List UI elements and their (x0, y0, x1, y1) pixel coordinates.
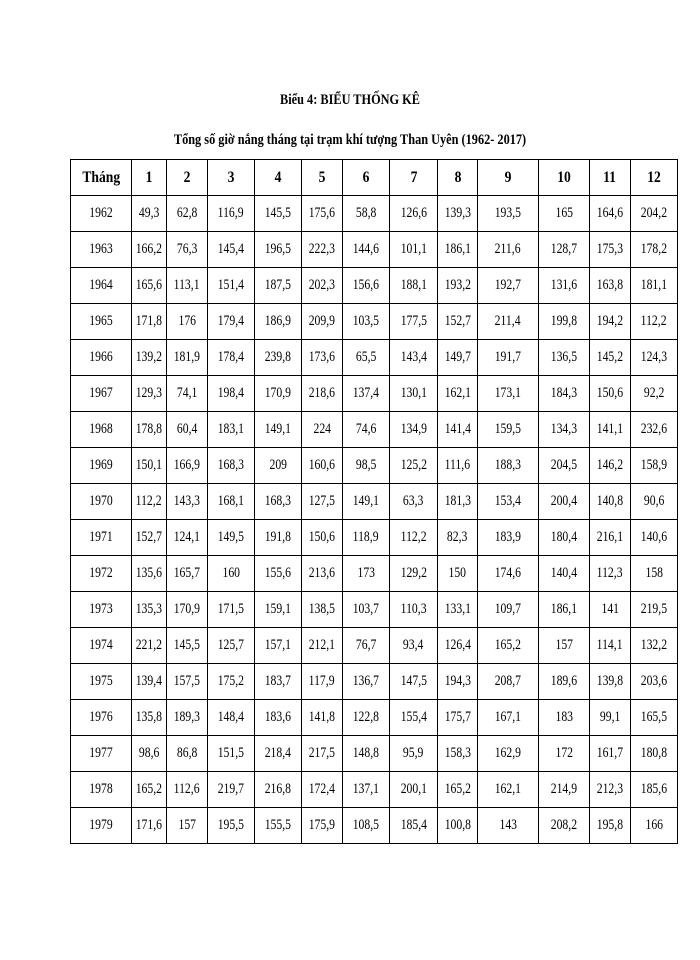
value-cell: 239,8 (255, 340, 302, 376)
year-cell: 1979 (71, 808, 132, 844)
value-cell: 133,1 (438, 592, 478, 628)
value-cell: 63,3 (390, 484, 438, 520)
value-cell: 101,1 (390, 232, 438, 268)
value-cell: 155,4 (390, 700, 438, 736)
value-cell: 181,3 (438, 484, 478, 520)
value-cell: 158,9 (631, 448, 678, 484)
value-cell: 193,2 (438, 268, 478, 304)
value-cell: 166,9 (167, 448, 208, 484)
value-cell: 221,2 (132, 628, 167, 664)
year-cell: 1969 (71, 448, 132, 484)
value-cell: 112,2 (390, 520, 438, 556)
value-cell: 178,8 (132, 412, 167, 448)
header-month-5: 5 (302, 160, 343, 196)
value-cell: 150,1 (132, 448, 167, 484)
value-cell: 93,4 (390, 628, 438, 664)
value-cell: 183,9 (478, 520, 539, 556)
value-cell: 212,3 (590, 772, 631, 808)
value-cell: 162,9 (478, 736, 539, 772)
table-row (71, 700, 678, 736)
value-cell: 116,9 (208, 196, 255, 232)
table-row (71, 448, 678, 484)
year-cell: 1973 (71, 592, 132, 628)
value-cell: 110,3 (390, 592, 438, 628)
value-cell: 126,6 (390, 196, 438, 232)
value-cell: 137,4 (343, 376, 390, 412)
value-cell: 194,2 (590, 304, 631, 340)
value-cell: 172,4 (302, 772, 343, 808)
value-cell: 165,5 (631, 700, 678, 736)
value-cell: 139,3 (438, 196, 478, 232)
value-cell: 232,6 (631, 412, 678, 448)
table-row (71, 484, 678, 520)
value-cell: 173,1 (478, 376, 539, 412)
value-cell: 166 (631, 808, 678, 844)
value-cell: 149,7 (438, 340, 478, 376)
table-row (71, 592, 678, 628)
value-cell: 128,7 (539, 232, 590, 268)
year-cell: 1975 (71, 664, 132, 700)
value-cell: 186,9 (255, 304, 302, 340)
value-cell: 209 (255, 448, 302, 484)
value-cell: 114,1 (590, 628, 631, 664)
value-cell: 168,1 (208, 484, 255, 520)
value-cell: 164,6 (590, 196, 631, 232)
value-cell: 200,4 (539, 484, 590, 520)
value-cell: 149,5 (208, 520, 255, 556)
year-cell: 1971 (71, 520, 132, 556)
value-cell: 141,4 (438, 412, 478, 448)
value-cell: 175,7 (438, 700, 478, 736)
value-cell: 127,5 (302, 484, 343, 520)
value-cell: 124,3 (631, 340, 678, 376)
value-cell: 178,2 (631, 232, 678, 268)
value-cell: 62,8 (167, 196, 208, 232)
value-cell: 49,3 (132, 196, 167, 232)
value-cell: 98,6 (132, 736, 167, 772)
value-cell: 188,1 (390, 268, 438, 304)
value-cell: 172 (539, 736, 590, 772)
value-cell: 112,2 (631, 304, 678, 340)
value-cell: 118,9 (343, 520, 390, 556)
value-cell: 139,8 (590, 664, 631, 700)
value-cell: 171,5 (208, 592, 255, 628)
value-cell: 171,6 (132, 808, 167, 844)
value-cell: 165,2 (132, 772, 167, 808)
value-cell: 99,1 (590, 700, 631, 736)
value-cell: 130,1 (390, 376, 438, 412)
value-cell: 141,8 (302, 700, 343, 736)
value-cell: 216,8 (255, 772, 302, 808)
value-cell: 168,3 (208, 448, 255, 484)
value-cell: 162,1 (478, 772, 539, 808)
value-cell: 189,3 (167, 700, 208, 736)
table-row (71, 736, 678, 772)
value-cell: 173,6 (302, 340, 343, 376)
value-cell: 222,3 (302, 232, 343, 268)
value-cell: 125,7 (208, 628, 255, 664)
value-cell: 155,6 (255, 556, 302, 592)
value-cell: 74,6 (343, 412, 390, 448)
header-month-11: 11 (590, 160, 631, 196)
year-cell: 1962 (71, 196, 132, 232)
value-cell: 189,6 (539, 664, 590, 700)
value-cell: 211,4 (478, 304, 539, 340)
table-body (71, 196, 678, 844)
year-cell: 1965 (71, 304, 132, 340)
value-cell: 90,6 (631, 484, 678, 520)
document-title: Biểu 4: BIỂU THỐNG KÊ (280, 92, 420, 108)
value-cell: 112,3 (590, 556, 631, 592)
value-cell: 195,5 (208, 808, 255, 844)
value-cell: 192,7 (478, 268, 539, 304)
value-cell: 136,7 (343, 664, 390, 700)
value-cell: 199,8 (539, 304, 590, 340)
value-cell: 198,4 (208, 376, 255, 412)
value-cell: 150 (438, 556, 478, 592)
value-cell: 113,1 (167, 268, 208, 304)
header-month-9: 9 (478, 160, 539, 196)
value-cell: 194,3 (438, 664, 478, 700)
value-cell: 145,5 (255, 196, 302, 232)
value-cell: 140,6 (631, 520, 678, 556)
table-row (71, 340, 678, 376)
header-month-6: 6 (343, 160, 390, 196)
value-cell: 175,9 (302, 808, 343, 844)
value-cell: 165 (539, 196, 590, 232)
value-cell: 170,9 (255, 376, 302, 412)
value-cell: 202,3 (302, 268, 343, 304)
value-cell: 145,2 (590, 340, 631, 376)
table-row (71, 664, 678, 700)
table-row (71, 772, 678, 808)
year-cell: 1977 (71, 736, 132, 772)
value-cell: 149,1 (255, 412, 302, 448)
header-month-2: 2 (167, 160, 208, 196)
value-cell: 218,4 (255, 736, 302, 772)
header-month-8: 8 (438, 160, 478, 196)
value-cell: 187,5 (255, 268, 302, 304)
value-cell: 157,1 (255, 628, 302, 664)
value-cell: 122,8 (343, 700, 390, 736)
value-cell: 129,3 (132, 376, 167, 412)
value-cell: 111,6 (438, 448, 478, 484)
table-row (71, 628, 678, 664)
value-cell: 188,3 (478, 448, 539, 484)
value-cell: 135,6 (132, 556, 167, 592)
value-cell: 148,4 (208, 700, 255, 736)
value-cell: 209,9 (302, 304, 343, 340)
value-cell: 216,1 (590, 520, 631, 556)
value-cell: 125,2 (390, 448, 438, 484)
value-cell: 193,5 (478, 196, 539, 232)
value-cell: 136,5 (539, 340, 590, 376)
value-cell: 157 (167, 808, 208, 844)
value-cell: 131,6 (539, 268, 590, 304)
year-cell: 1966 (71, 340, 132, 376)
value-cell: 175,2 (208, 664, 255, 700)
value-cell: 165,2 (438, 772, 478, 808)
value-cell: 165,2 (478, 628, 539, 664)
value-cell: 150,6 (302, 520, 343, 556)
value-cell: 165,7 (167, 556, 208, 592)
value-cell: 151,4 (208, 268, 255, 304)
document-subtitle: Tổng số giờ nắng tháng tại trạm khí tượng Than Uyên (1962- 2017) (173, 132, 527, 148)
value-cell: 126,4 (438, 628, 478, 664)
year-cell: 1963 (71, 232, 132, 268)
header-month-12: 12 (631, 160, 678, 196)
value-cell: 86,8 (167, 736, 208, 772)
value-cell: 76,3 (167, 232, 208, 268)
value-cell: 180,4 (539, 520, 590, 556)
value-cell: 137,1 (343, 772, 390, 808)
value-cell: 156,6 (343, 268, 390, 304)
value-cell: 98,5 (343, 448, 390, 484)
value-cell: 144,6 (343, 232, 390, 268)
value-cell: 162,1 (438, 376, 478, 412)
table-row (71, 232, 678, 268)
value-cell: 157 (539, 628, 590, 664)
value-cell: 196,5 (255, 232, 302, 268)
value-cell: 82,3 (438, 520, 478, 556)
value-cell: 150,6 (590, 376, 631, 412)
header-month-4: 4 (255, 160, 302, 196)
value-cell: 183,7 (255, 664, 302, 700)
value-cell: 153,4 (478, 484, 539, 520)
value-cell: 178,4 (208, 340, 255, 376)
value-cell: 159,1 (255, 592, 302, 628)
table-row (71, 556, 678, 592)
value-cell: 170,9 (167, 592, 208, 628)
year-cell: 1964 (71, 268, 132, 304)
value-cell: 100,8 (438, 808, 478, 844)
value-cell: 191,8 (255, 520, 302, 556)
header-month-3: 3 (208, 160, 255, 196)
value-cell: 112,2 (132, 484, 167, 520)
year-cell: 1972 (71, 556, 132, 592)
value-cell: 211,6 (478, 232, 539, 268)
value-cell: 112,6 (167, 772, 208, 808)
value-cell: 158,3 (438, 736, 478, 772)
value-cell: 167,1 (478, 700, 539, 736)
value-cell: 134,3 (539, 412, 590, 448)
value-cell: 143,3 (167, 484, 208, 520)
value-cell: 129,2 (390, 556, 438, 592)
year-cell: 1968 (71, 412, 132, 448)
value-cell: 143,4 (390, 340, 438, 376)
value-cell: 58,8 (343, 196, 390, 232)
value-cell: 181,9 (167, 340, 208, 376)
value-cell: 160,6 (302, 448, 343, 484)
value-cell: 103,5 (343, 304, 390, 340)
value-cell: 139,2 (132, 340, 167, 376)
value-cell: 160 (208, 556, 255, 592)
value-cell: 146,2 (590, 448, 631, 484)
table-row (71, 412, 678, 448)
value-cell: 143 (478, 808, 539, 844)
value-cell: 174,6 (478, 556, 539, 592)
value-cell: 195,8 (590, 808, 631, 844)
value-cell: 203,6 (631, 664, 678, 700)
value-cell: 147,5 (390, 664, 438, 700)
value-cell: 175,3 (590, 232, 631, 268)
header-month-10: 10 (539, 160, 590, 196)
value-cell: 158 (631, 556, 678, 592)
value-cell: 224 (302, 412, 343, 448)
value-cell: 140,8 (590, 484, 631, 520)
value-cell: 152,7 (438, 304, 478, 340)
value-cell: 145,5 (167, 628, 208, 664)
value-cell: 157,5 (167, 664, 208, 700)
value-cell: 204,2 (631, 196, 678, 232)
value-cell: 124,1 (167, 520, 208, 556)
table-row (71, 520, 678, 556)
value-cell: 217,5 (302, 736, 343, 772)
value-cell: 208,7 (478, 664, 539, 700)
value-cell: 74,1 (167, 376, 208, 412)
value-cell: 173 (343, 556, 390, 592)
value-cell: 200,1 (390, 772, 438, 808)
value-cell: 219,5 (631, 592, 678, 628)
value-cell: 161,7 (590, 736, 631, 772)
value-cell: 141 (590, 592, 631, 628)
value-cell: 135,3 (132, 592, 167, 628)
value-cell: 219,7 (208, 772, 255, 808)
table-row (71, 304, 678, 340)
value-cell: 141,1 (590, 412, 631, 448)
value-cell: 108,5 (343, 808, 390, 844)
value-cell: 60,4 (167, 412, 208, 448)
value-cell: 191,7 (478, 340, 539, 376)
value-cell: 65,5 (343, 340, 390, 376)
year-cell: 1974 (71, 628, 132, 664)
header-month-1: 1 (132, 160, 167, 196)
table-row (71, 268, 678, 304)
value-cell: 183,1 (208, 412, 255, 448)
value-cell: 184,3 (539, 376, 590, 412)
value-cell: 159,5 (478, 412, 539, 448)
value-cell: 145,4 (208, 232, 255, 268)
value-cell: 163,8 (590, 268, 631, 304)
value-cell: 168,3 (255, 484, 302, 520)
value-cell: 171,8 (132, 304, 167, 340)
table-row (71, 808, 678, 844)
value-cell: 183 (539, 700, 590, 736)
value-cell: 134,9 (390, 412, 438, 448)
value-cell: 148,8 (343, 736, 390, 772)
header-month-label: Tháng (71, 160, 132, 196)
value-cell: 117,9 (302, 664, 343, 700)
table-row (71, 196, 678, 232)
value-cell: 165,6 (132, 268, 167, 304)
value-cell: 95,9 (390, 736, 438, 772)
value-cell: 186,1 (438, 232, 478, 268)
value-cell: 212,1 (302, 628, 343, 664)
value-cell: 109,7 (478, 592, 539, 628)
table-row (71, 376, 678, 412)
value-cell: 135,8 (132, 700, 167, 736)
value-cell: 186,1 (539, 592, 590, 628)
table-header-row (71, 160, 678, 196)
value-cell: 152,7 (132, 520, 167, 556)
value-cell: 181,1 (631, 268, 678, 304)
value-cell: 185,4 (390, 808, 438, 844)
year-cell: 1978 (71, 772, 132, 808)
year-cell: 1976 (71, 700, 132, 736)
value-cell: 179,4 (208, 304, 255, 340)
value-cell: 139,4 (132, 664, 167, 700)
value-cell: 155,5 (255, 808, 302, 844)
value-cell: 214,9 (539, 772, 590, 808)
value-cell: 218,6 (302, 376, 343, 412)
sunshine-hours-table (70, 159, 678, 844)
year-cell: 1970 (71, 484, 132, 520)
value-cell: 213,6 (302, 556, 343, 592)
value-cell: 132,2 (631, 628, 678, 664)
value-cell: 92,2 (631, 376, 678, 412)
value-cell: 176 (167, 304, 208, 340)
value-cell: 103,7 (343, 592, 390, 628)
value-cell: 185,6 (631, 772, 678, 808)
value-cell: 76,7 (343, 628, 390, 664)
value-cell: 180,8 (631, 736, 678, 772)
value-cell: 149,1 (343, 484, 390, 520)
value-cell: 177,5 (390, 304, 438, 340)
value-cell: 140,4 (539, 556, 590, 592)
value-cell: 151,5 (208, 736, 255, 772)
value-cell: 138,5 (302, 592, 343, 628)
value-cell: 204,5 (539, 448, 590, 484)
year-cell: 1967 (71, 376, 132, 412)
value-cell: 208,2 (539, 808, 590, 844)
value-cell: 183,6 (255, 700, 302, 736)
header-month-7: 7 (390, 160, 438, 196)
value-cell: 166,2 (132, 232, 167, 268)
value-cell: 175,6 (302, 196, 343, 232)
